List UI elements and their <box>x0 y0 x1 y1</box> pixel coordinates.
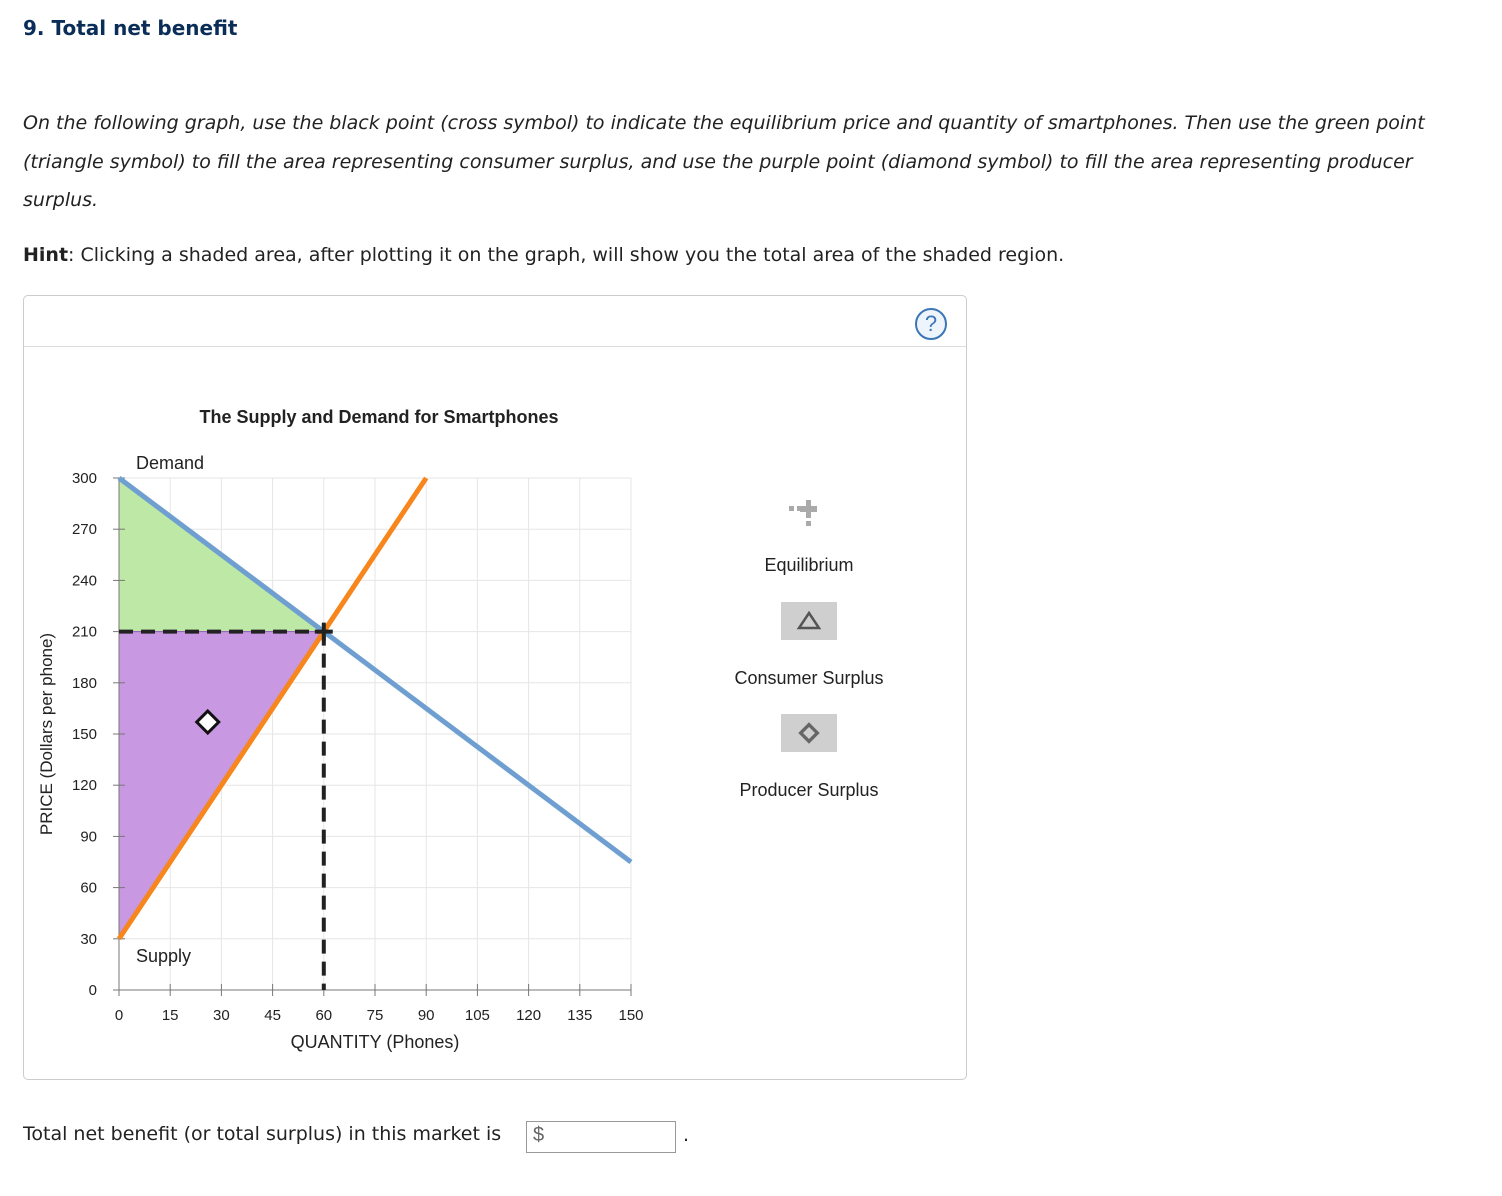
demand-curve-label: Demand <box>136 453 205 473</box>
producer-surplus-tool[interactable] <box>781 714 837 752</box>
cross-icon <box>789 499 829 531</box>
diamond-icon <box>781 714 837 752</box>
graph-panel <box>23 295 967 1080</box>
producer-surplus-label: Producer Surplus <box>739 780 879 800</box>
hint-text <box>23 244 1064 266</box>
total-surplus-input[interactable] <box>551 1124 673 1152</box>
x-tick-label: 45 <box>264 1007 281 1024</box>
y-tick-label: 30 <box>80 930 97 948</box>
x-tick-label: 60 <box>315 1007 333 1024</box>
y-tick-label: 240 <box>71 572 97 590</box>
x-tick-label: 120 <box>516 1007 542 1024</box>
chart-title: The Supply and Demand for Smartphones <box>199 407 559 427</box>
y-tick-label: 270 <box>71 521 97 539</box>
y-tick-label: 210 <box>71 623 97 641</box>
y-tick-label: 90 <box>80 828 97 846</box>
supply-curve-label: Supply <box>136 945 192 966</box>
answer-suffix: . <box>683 1124 690 1146</box>
consumer-surplus-label: Consumer Surplus <box>734 668 884 688</box>
supply-demand-chart[interactable] <box>24 347 966 1077</box>
hint-label: Hint <box>23 244 69 266</box>
triangle-icon <box>781 602 837 640</box>
y-tick-label: 120 <box>71 777 97 795</box>
consumer-surplus-tool[interactable] <box>781 602 837 640</box>
x-tick-label: 105 <box>464 1007 490 1024</box>
answer-label: Total net benefit (or total surplus) in this market is <box>23 1123 502 1145</box>
instructions-text: On the following graph, use the black point (cross symbol) to indicate the equilibrium price and quantity of smartphones. Then use the green point (triangle symbol) to fill the area representing consumer surplus, and use the purple point (diamond symbol) to fill the area representing producer surplus. <box>23 112 1425 211</box>
y-tick-label: 150 <box>71 726 97 743</box>
hint-body: : Clicking a shaded area, after plotting it on the graph, will show you the total area of the shaded region. <box>68 244 1065 266</box>
currency-symbol: $ <box>533 1124 545 1146</box>
equilibrium-label: Equilibrium <box>764 555 854 575</box>
y-tick-label: 60 <box>80 879 97 897</box>
y-tick-label: 300 <box>71 470 97 487</box>
x-tick-label: 90 <box>417 1007 435 1024</box>
x-tick-label: 15 <box>161 1007 179 1024</box>
x-axis-label: QUANTITY (Phones) <box>290 1032 460 1052</box>
x-tick-label: 135 <box>567 1007 593 1024</box>
x-tick-label: 150 <box>618 1007 644 1024</box>
x-tick-label: 30 <box>213 1007 230 1024</box>
equilibrium-tool[interactable] <box>789 499 829 531</box>
help-icon[interactable]: ? <box>915 308 947 340</box>
question-title: 9. Total net benefit <box>23 16 238 40</box>
y-axis-label: PRICE (Dollars per phone) <box>37 632 56 836</box>
x-tick-label: 0 <box>114 1007 124 1024</box>
graph-panel-header <box>24 296 966 347</box>
x-tick-label: 75 <box>366 1007 384 1024</box>
y-tick-label: 180 <box>71 674 97 692</box>
y-tick-label: 0 <box>88 982 97 999</box>
answer-field[interactable] <box>526 1121 676 1153</box>
